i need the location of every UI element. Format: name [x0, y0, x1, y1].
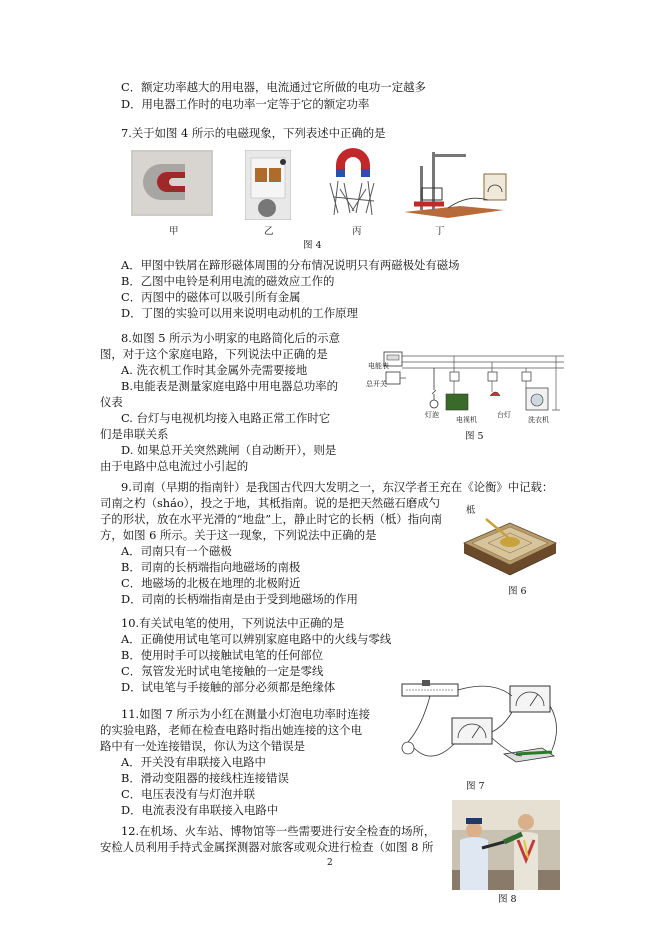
fig8-caption: 图 8: [498, 894, 517, 905]
q11-line-2: 的实验电路，老师在检查电路时指出她连接的这个电: [100, 723, 362, 737]
q11-option-c: C．电压表没有与灯泡并联: [121, 787, 256, 801]
fig5-label-lamp: 灯泡: [425, 411, 439, 419]
fig6-caption: 图 6: [508, 586, 527, 597]
q8-line-1: 8.如图 5 所示为小明家的电路简化后的示意: [121, 331, 340, 345]
q9-line-1: 9.司南（早期的指南针）是我国古代四大发明之一，东汉学者王充在《论衡》中记载：: [121, 480, 554, 494]
q11-line-1: 11.如图 7 所示为小红在测量小灯泡电功率时连接: [121, 707, 371, 721]
page-number: 2: [327, 858, 333, 868]
q8-option-b-cont: 仪表: [100, 395, 123, 409]
q8-option-b: B.电能表是测量家庭电路中用电器总功率的: [121, 379, 339, 393]
q10-option-c: C．氖管发光时试电笔接触的一定是零线: [121, 664, 324, 678]
q9-option-c: C．地磁场的北极在地理的北极附近: [121, 576, 301, 590]
fig4-ding-image: [400, 148, 512, 222]
fig5-caption: 图 5: [465, 431, 484, 442]
q8-option-c: C. 台灯与电视机均接入电路正常工作时它: [121, 411, 331, 425]
q7-stem: 7.关于如图 4 所示的电磁现象，下列表述中正确的是: [121, 126, 386, 140]
fig5-label-washer: 洗衣机: [528, 416, 549, 424]
fig5-label-tv: 电视机: [456, 416, 477, 424]
q10-option-d: D．试电笔与手接触的部分必须都是绝缘体: [121, 680, 336, 694]
q12-line-2: 安检人员利用手持式金属探测器对旅客或观众进行检查（如图 8 所: [100, 840, 434, 854]
q12-line-1: 12.在机场、火车站、博物馆等一些需要进行安全检查的场所，: [121, 824, 436, 838]
q6-option-d: D．用电器工作时的电功率一定等于它的额定功率: [121, 97, 370, 111]
q10-option-a: A．正确使用试电笔可以辨别家庭电路中的火线与零线: [121, 632, 392, 646]
q11-line-3: 路中有一处连接错误，你认为这个错误是: [100, 739, 306, 753]
fig5-label-desk-lamp: 台灯: [497, 411, 511, 419]
fig7-caption: 图 7: [466, 781, 485, 792]
fig4-bing-image: [322, 147, 384, 219]
q8-option-a: A. 洗衣机工作时其金属外壳需要接地: [121, 363, 308, 377]
fig5-label-meter: 电能表: [368, 362, 389, 370]
q9-option-d: D．司南的长柄端指南是由于受到地磁场的作用: [121, 592, 358, 606]
q11-option-a: A．开关没有串联接入电路中: [121, 755, 266, 769]
q7-option-b: B．乙图中电铃是利用电流的磁效应工作的: [121, 274, 335, 288]
fig4-label-bing: 丙: [352, 226, 362, 237]
q8-option-c-cont: 们是串联关系: [100, 427, 169, 441]
fig7-circuit-image: [392, 676, 564, 772]
fig8-security-check-photo: [452, 800, 560, 890]
fig4-label-yi: 乙: [264, 226, 274, 237]
q9-line-4: 方，如图 6 所示。关于这一现象，下列说法中正确的是: [100, 528, 377, 542]
fig5-label-switch: 总开关: [366, 380, 387, 388]
fig4-label-ding: 丁: [435, 226, 445, 237]
fig4-caption: 图 4: [303, 240, 322, 251]
q9-line-3: 子的形状，放在水平光滑的“地盘”上，静止时它的长柄（柢）指向南: [100, 512, 442, 526]
fig4-yi-image: [245, 150, 291, 220]
q11-option-b: B．滑动变阻器的接线柱连接错误: [121, 771, 289, 785]
q8-option-d: D. 如果总开关突然跳闸（自动断开），则是: [121, 443, 337, 457]
q7-option-a: A．甲图中铁屑在蹄形磁体周围的分布情况说明只有两磁极处有磁场: [121, 258, 460, 272]
q7-option-d: D．丁图的实验可以用来说明电动机的工作原理: [121, 306, 358, 320]
q8-option-d-cont: 由于电路中总电流过小引起的: [100, 459, 249, 473]
q9-option-a: A．司南只有一个磁极: [121, 544, 232, 558]
q9-option-b: B．司南的长柄端指向地磁场的南极: [121, 560, 301, 574]
q10-option-b: B．使用时手可以接触试电笔的任何部位: [121, 648, 324, 662]
q7-option-c: C．丙图中的磁体可以吸引所有金属: [121, 290, 301, 304]
fig4-label-jia: 甲: [169, 226, 179, 237]
q10-stem: 10.有关试电笔的使用，下列说法中正确的是: [121, 616, 345, 630]
q11-option-d: D．电流表没有串联接入电路中: [121, 803, 279, 817]
fig4-jia-image: [131, 150, 213, 216]
q8-line-2: 图，对于这个家庭电路，下列说法中正确的是: [100, 347, 328, 361]
fig6-label-handle: 柢: [466, 505, 476, 516]
q9-line-2: 司南之杓（sháo），投之于地，其柢指南。说的是把天然磁石磨成勺: [100, 496, 441, 510]
q6-option-c: C．额定功率越大的用电器，电流通过它所做的电功一定越多: [121, 80, 426, 94]
